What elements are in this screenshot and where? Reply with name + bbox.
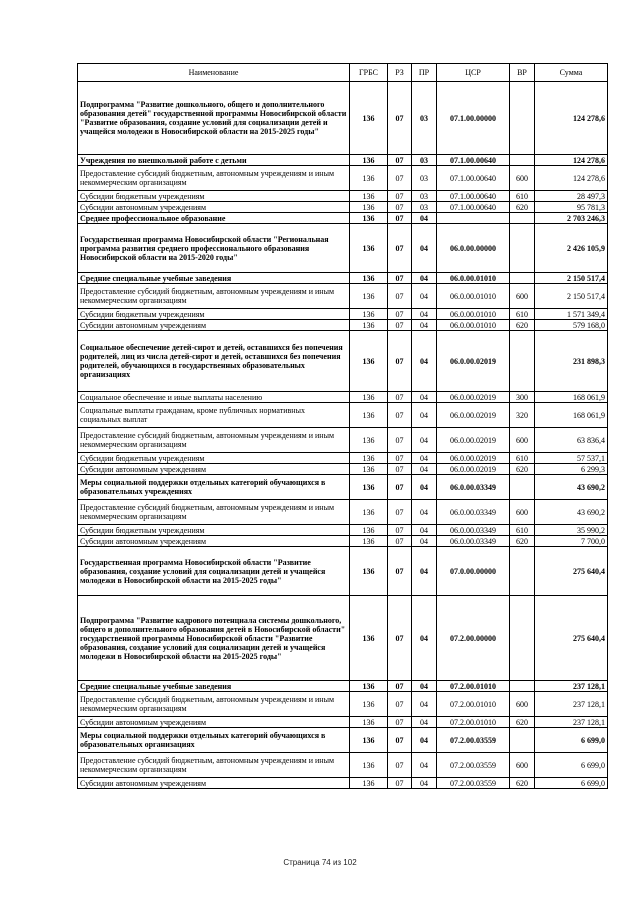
cell-pr: 04 — [412, 309, 437, 320]
table-row — [78, 82, 608, 155]
cell-pr: 04 — [412, 320, 437, 331]
cell-sum: 6 699,0 — [535, 778, 608, 789]
table-row — [78, 213, 608, 224]
cell-rz: 07 — [388, 692, 412, 717]
cell-csr: 06.0.00.03349 — [437, 525, 510, 536]
cell-sum: 237 128,1 — [535, 692, 608, 717]
cell-csr: 06.0.00.01010 — [437, 309, 510, 320]
cell-rz: 07 — [388, 596, 412, 681]
cell-name: Субсидии бюджетным учреждениям — [78, 309, 350, 320]
header-rz: РЗ — [388, 64, 412, 82]
cell-grbs: 136 — [350, 596, 388, 681]
cell-rz: 07 — [388, 453, 412, 464]
cell-rz: 07 — [388, 202, 412, 213]
table-row — [78, 500, 608, 525]
cell-pr: 03 — [412, 191, 437, 202]
cell-sum: 28 497,3 — [535, 191, 608, 202]
cell-pr: 04 — [412, 778, 437, 789]
table-row — [78, 453, 608, 464]
table-body — [78, 82, 608, 789]
cell-vr — [510, 596, 535, 681]
table-header-row — [78, 64, 608, 82]
cell-pr: 03 — [412, 82, 437, 155]
table-row — [78, 547, 608, 596]
header-sum: Сумма — [535, 64, 608, 82]
header-name: Наименование — [78, 64, 350, 82]
cell-rz: 07 — [388, 728, 412, 753]
cell-name: Субсидии бюджетным учреждениям — [78, 453, 350, 464]
cell-vr — [510, 224, 535, 273]
cell-csr: 06.0.00.03349 — [437, 536, 510, 547]
cell-rz: 07 — [388, 403, 412, 428]
cell-grbs: 136 — [350, 464, 388, 475]
cell-name: Субсидии автономным учреждениям — [78, 717, 350, 728]
cell-pr: 04 — [412, 596, 437, 681]
cell-grbs: 136 — [350, 728, 388, 753]
cell-vr: 600 — [510, 428, 535, 453]
cell-rz: 07 — [388, 213, 412, 224]
cell-vr — [510, 155, 535, 166]
table-row — [78, 778, 608, 789]
cell-vr: 600 — [510, 692, 535, 717]
cell-sum: 7 700,0 — [535, 536, 608, 547]
cell-vr: 600 — [510, 500, 535, 525]
cell-name: Субсидии автономным учреждениям — [78, 536, 350, 547]
cell-vr — [510, 213, 535, 224]
cell-sum: 63 836,4 — [535, 428, 608, 453]
cell-name: Субсидии автономным учреждениям — [78, 778, 350, 789]
cell-rz: 07 — [388, 82, 412, 155]
cell-sum: 6 699,0 — [535, 728, 608, 753]
table-row — [78, 717, 608, 728]
cell-vr: 600 — [510, 284, 535, 309]
cell-rz: 07 — [388, 155, 412, 166]
cell-csr: 07.2.00.00000 — [437, 596, 510, 681]
cell-pr: 03 — [412, 155, 437, 166]
cell-pr: 04 — [412, 331, 437, 392]
cell-name: Социальное обеспечение и иные выплаты населению — [78, 392, 350, 403]
cell-vr: 610 — [510, 525, 535, 536]
cell-csr: 07.2.00.03559 — [437, 753, 510, 778]
table-row — [78, 284, 608, 309]
cell-pr: 03 — [412, 166, 437, 191]
table-row — [78, 428, 608, 453]
cell-vr: 620 — [510, 717, 535, 728]
cell-pr: 04 — [412, 500, 437, 525]
cell-rz: 07 — [388, 320, 412, 331]
cell-grbs: 136 — [350, 284, 388, 309]
cell-name: Предоставление субсидий бюджетным, автономным учреждениям и иным некоммерческим организациям — [78, 500, 350, 525]
cell-pr: 04 — [412, 681, 437, 692]
table-row — [78, 692, 608, 717]
cell-vr: 620 — [510, 320, 535, 331]
cell-pr: 04 — [412, 547, 437, 596]
cell-grbs: 136 — [350, 309, 388, 320]
cell-grbs: 136 — [350, 155, 388, 166]
table-row — [78, 309, 608, 320]
cell-name: Меры социальной поддержки отдельных категорий обучающихся в образовательных организациях — [78, 728, 350, 753]
cell-pr: 04 — [412, 692, 437, 717]
cell-grbs: 136 — [350, 82, 388, 155]
cell-sum: 2 703 246,3 — [535, 213, 608, 224]
cell-vr: 620 — [510, 536, 535, 547]
cell-csr: 06.0.00.02019 — [437, 403, 510, 428]
cell-pr: 04 — [412, 224, 437, 273]
cell-sum: 231 898,3 — [535, 331, 608, 392]
cell-name: Средние специальные учебные заведения — [78, 273, 350, 284]
cell-sum: 275 640,4 — [535, 547, 608, 596]
cell-sum: 579 168,0 — [535, 320, 608, 331]
cell-grbs: 136 — [350, 392, 388, 403]
cell-pr: 04 — [412, 453, 437, 464]
cell-csr: 07.2.00.03559 — [437, 778, 510, 789]
cell-name: Субсидии бюджетным учреждениям — [78, 191, 350, 202]
cell-sum: 2 426 105,9 — [535, 224, 608, 273]
cell-sum: 275 640,4 — [535, 596, 608, 681]
table-row — [78, 536, 608, 547]
cell-rz: 07 — [388, 331, 412, 392]
cell-rz: 07 — [388, 500, 412, 525]
header-pr: ПР — [412, 64, 437, 82]
cell-rz: 07 — [388, 753, 412, 778]
cell-vr — [510, 82, 535, 155]
table-row — [78, 320, 608, 331]
table-row — [78, 392, 608, 403]
cell-pr: 04 — [412, 475, 437, 500]
cell-vr: 620 — [510, 202, 535, 213]
table-row — [78, 202, 608, 213]
cell-rz: 07 — [388, 475, 412, 500]
cell-name: Государственная программа Новосибирской области "Региональная программа развития среднего профессионального образования Новосибирской области на 2015-2020 годы" — [78, 224, 350, 273]
cell-csr: 07.0.00.00000 — [437, 547, 510, 596]
cell-csr: 07.2.00.01010 — [437, 692, 510, 717]
cell-pr: 04 — [412, 392, 437, 403]
cell-csr: 07.1.00.00000 — [437, 82, 510, 155]
cell-pr: 04 — [412, 728, 437, 753]
cell-rz: 07 — [388, 717, 412, 728]
cell-rz: 07 — [388, 224, 412, 273]
cell-sum: 57 537,1 — [535, 453, 608, 464]
cell-name: Меры социальной поддержки отдельных категорий обучающихся в образовательных учреждениях — [78, 475, 350, 500]
cell-sum: 6 699,0 — [535, 753, 608, 778]
page-footer: Страница 74 из 102 — [283, 858, 357, 867]
cell-vr: 320 — [510, 403, 535, 428]
table-row — [78, 475, 608, 500]
cell-pr: 04 — [412, 213, 437, 224]
cell-grbs: 136 — [350, 717, 388, 728]
cell-pr: 04 — [412, 525, 437, 536]
cell-pr: 04 — [412, 284, 437, 309]
table-row — [78, 728, 608, 753]
cell-name: Подпрограмма "Развитие дошкольного, общего и дополнительного образования детей" государственной программы Новосибирской области "Развитие образования, создание условий для социализации детей и учащейся молодежи в Новосибирской области на 2015-2025 годы" — [78, 82, 350, 155]
cell-vr: 300 — [510, 392, 535, 403]
cell-grbs: 136 — [350, 778, 388, 789]
cell-rz: 07 — [388, 464, 412, 475]
table-row — [78, 191, 608, 202]
cell-rz: 07 — [388, 273, 412, 284]
cell-csr: 07.1.00.00640 — [437, 202, 510, 213]
cell-name: Субсидии автономным учреждениям — [78, 320, 350, 331]
cell-grbs: 136 — [350, 403, 388, 428]
cell-vr: 600 — [510, 753, 535, 778]
cell-rz: 07 — [388, 778, 412, 789]
cell-name: Предоставление субсидий бюджетным, автономным учреждениям и иным некоммерческим организациям — [78, 166, 350, 191]
cell-grbs: 136 — [350, 224, 388, 273]
cell-name: Социальные выплаты гражданам, кроме публичных нормативных социальных выплат — [78, 403, 350, 428]
cell-csr: 06.0.00.02019 — [437, 331, 510, 392]
cell-grbs: 136 — [350, 475, 388, 500]
cell-rz: 07 — [388, 166, 412, 191]
cell-grbs: 136 — [350, 547, 388, 596]
cell-vr: 620 — [510, 778, 535, 789]
cell-name: Предоставление субсидий бюджетным, автономным учреждениям и иным некоммерческим организациям — [78, 284, 350, 309]
cell-vr: 620 — [510, 464, 535, 475]
cell-grbs: 136 — [350, 525, 388, 536]
cell-grbs: 136 — [350, 166, 388, 191]
table-row — [78, 464, 608, 475]
cell-vr: 610 — [510, 309, 535, 320]
cell-name: Субсидии автономным учреждениям — [78, 464, 350, 475]
cell-name: Предоставление субсидий бюджетным, автономным учреждениям и иным некоммерческим организациям — [78, 692, 350, 717]
table-row — [78, 166, 608, 191]
cell-rz: 07 — [388, 191, 412, 202]
cell-name: Социальное обеспечение детей-сирот и детей, оставшихся без попечения родителей, лиц из числа детей-сирот и детей, оставшихся без попечения родителей, обучающихся в государственных образовательных организациях — [78, 331, 350, 392]
cell-sum: 43 690,2 — [535, 500, 608, 525]
cell-name: Средние специальные учебные заведения — [78, 681, 350, 692]
table-row — [78, 753, 608, 778]
cell-csr: 06.0.00.02019 — [437, 453, 510, 464]
cell-sum: 237 128,1 — [535, 681, 608, 692]
cell-sum: 124 278,6 — [535, 166, 608, 191]
cell-sum: 237 128,1 — [535, 717, 608, 728]
cell-grbs: 136 — [350, 753, 388, 778]
cell-grbs: 136 — [350, 213, 388, 224]
cell-sum: 35 990,2 — [535, 525, 608, 536]
cell-name: Учреждения по внешкольной работе с детьми — [78, 155, 350, 166]
cell-name: Среднее профессиональное образование — [78, 213, 350, 224]
cell-vr: 610 — [510, 191, 535, 202]
cell-rz: 07 — [388, 536, 412, 547]
cell-csr — [437, 213, 510, 224]
cell-vr — [510, 547, 535, 596]
cell-grbs: 136 — [350, 692, 388, 717]
cell-pr: 04 — [412, 464, 437, 475]
cell-pr: 04 — [412, 428, 437, 453]
cell-name: Предоставление субсидий бюджетным, автономным учреждениям и иным некоммерческим организациям — [78, 753, 350, 778]
cell-name: Предоставление субсидий бюджетным, автономным учреждениям и иным некоммерческим организациям — [78, 428, 350, 453]
cell-csr: 06.0.00.02019 — [437, 428, 510, 453]
cell-grbs: 136 — [350, 273, 388, 284]
cell-rz: 07 — [388, 428, 412, 453]
cell-name: Субсидии автономным учреждениям — [78, 202, 350, 213]
cell-vr: 610 — [510, 453, 535, 464]
header-csr: ЦСР — [437, 64, 510, 82]
table-row — [78, 331, 608, 392]
cell-csr: 07.2.00.01010 — [437, 681, 510, 692]
cell-grbs: 136 — [350, 428, 388, 453]
cell-sum: 124 278,6 — [535, 82, 608, 155]
cell-pr: 04 — [412, 753, 437, 778]
cell-sum: 168 061,9 — [535, 392, 608, 403]
cell-pr: 04 — [412, 536, 437, 547]
cell-grbs: 136 — [350, 681, 388, 692]
cell-csr: 06.0.00.03349 — [437, 475, 510, 500]
cell-sum: 124 278,6 — [535, 155, 608, 166]
cell-pr: 03 — [412, 202, 437, 213]
cell-sum: 2 150 517,4 — [535, 273, 608, 284]
cell-grbs: 136 — [350, 191, 388, 202]
cell-name: Субсидии бюджетным учреждениям — [78, 525, 350, 536]
budget-table — [77, 63, 608, 789]
cell-rz: 07 — [388, 681, 412, 692]
cell-name: Государственная программа Новосибирской области "Развитие образования, создание условий для социализации детей и учащейся молодежи в Новосибирской области на 2015-2025 годы" — [78, 547, 350, 596]
cell-csr: 07.1.00.00640 — [437, 155, 510, 166]
cell-pr: 04 — [412, 403, 437, 428]
header-grbs: ГРБС — [350, 64, 388, 82]
cell-csr: 06.0.00.02019 — [437, 392, 510, 403]
cell-vr — [510, 728, 535, 753]
cell-rz: 07 — [388, 525, 412, 536]
cell-sum: 95 781,3 — [535, 202, 608, 213]
table-row — [78, 224, 608, 273]
cell-csr: 07.2.00.01010 — [437, 717, 510, 728]
cell-csr: 06.0.00.03349 — [437, 500, 510, 525]
cell-csr: 06.0.00.02019 — [437, 464, 510, 475]
table-row — [78, 681, 608, 692]
cell-csr: 06.0.00.01010 — [437, 284, 510, 309]
cell-name: Подпрограмма "Развитие кадрового потенциала системы дошкольного, общего и дополнительного образования детей в Новосибирской области" государственной программы Новосибирской области "Развитие образования, создание условий для социализации детей и учащейся молодежи в Новосибирской области на 2015-2025 годы" — [78, 596, 350, 681]
table-row — [78, 273, 608, 284]
cell-vr — [510, 331, 535, 392]
cell-grbs: 136 — [350, 500, 388, 525]
table-row — [78, 403, 608, 428]
cell-csr: 07.1.00.00640 — [437, 191, 510, 202]
cell-vr — [510, 681, 535, 692]
cell-rz: 07 — [388, 284, 412, 309]
table-row — [78, 155, 608, 166]
cell-grbs: 136 — [350, 331, 388, 392]
cell-csr: 07.2.00.03559 — [437, 728, 510, 753]
cell-sum: 6 299,3 — [535, 464, 608, 475]
table-row — [78, 596, 608, 681]
cell-grbs: 136 — [350, 536, 388, 547]
cell-sum: 168 061,9 — [535, 403, 608, 428]
cell-vr: 600 — [510, 166, 535, 191]
cell-csr: 06.0.00.00000 — [437, 224, 510, 273]
cell-pr: 04 — [412, 273, 437, 284]
cell-csr: 07.1.00.00640 — [437, 166, 510, 191]
cell-csr: 06.0.00.01010 — [437, 320, 510, 331]
cell-vr — [510, 475, 535, 500]
header-vr: ВР — [510, 64, 535, 82]
cell-grbs: 136 — [350, 320, 388, 331]
cell-grbs: 136 — [350, 202, 388, 213]
cell-sum: 2 150 517,4 — [535, 284, 608, 309]
cell-rz: 07 — [388, 547, 412, 596]
cell-sum: 43 690,2 — [535, 475, 608, 500]
cell-rz: 07 — [388, 392, 412, 403]
cell-csr: 06.0.00.01010 — [437, 273, 510, 284]
cell-pr: 04 — [412, 717, 437, 728]
cell-rz: 07 — [388, 309, 412, 320]
cell-grbs: 136 — [350, 453, 388, 464]
cell-vr — [510, 273, 535, 284]
cell-sum: 1 571 349,4 — [535, 309, 608, 320]
table-row — [78, 525, 608, 536]
